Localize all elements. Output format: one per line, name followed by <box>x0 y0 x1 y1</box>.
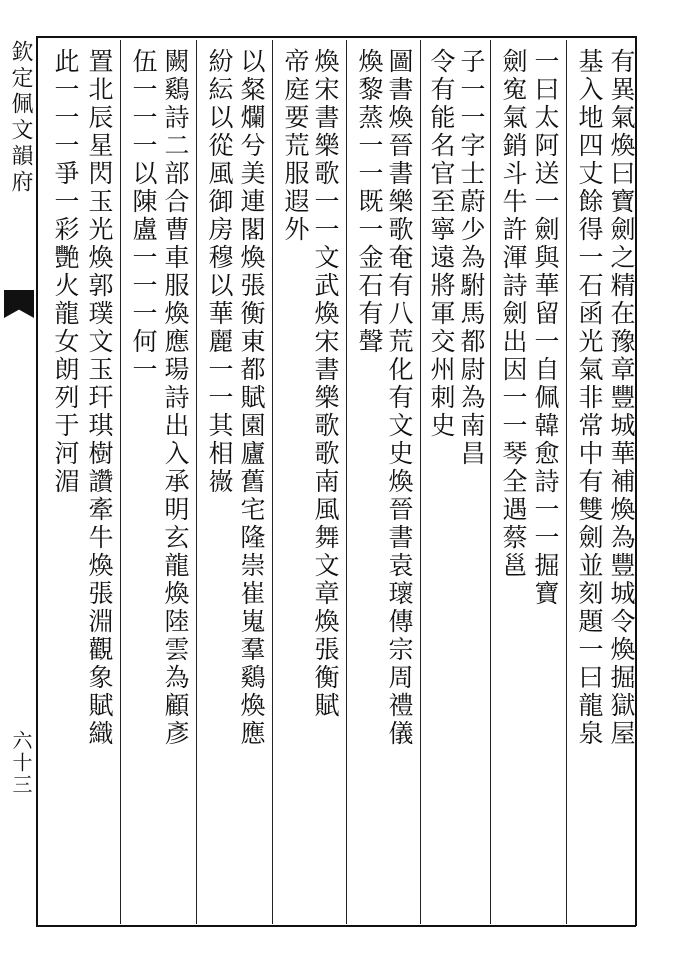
text-column-8: 煥黎蒸一一既一金石有聲 <box>355 48 384 356</box>
column-rule <box>196 40 197 924</box>
text-column-6: 令有能名官至寧遠將軍交州刺史 <box>427 48 456 440</box>
text-column-3: 一曰太阿送一劍與華留一自佩韓愈詩一一掘寶 <box>531 48 560 608</box>
text-column-9: 煥宋書樂歌一一文武煥宋書樂歌歌南風舞文章煥張衡賦 <box>311 48 340 720</box>
text-column-11: 以粲爛兮美連閣煥張衡東都賦園廬舊宅隆崇崔嵬羣鷄煥應 <box>237 48 266 748</box>
text-column-10: 帝庭要荒服遐外 <box>281 48 310 244</box>
column-rule <box>490 40 491 924</box>
book-title: 欽定佩文韻府 <box>8 40 33 196</box>
left-border <box>36 36 38 926</box>
text-column-13: 闕鷄詩二部合曹車服煥應瑒詩出入承明玄龍煥陸雲為顧彥 <box>161 48 190 748</box>
text-column-1: 有異氣煥曰寶劍之精在豫章豐城華補煥為豐城令煥掘獄屋 <box>607 48 636 748</box>
text-column-2: 基入地四丈餘得一石函光氣非常中有雙劍並刻題一曰龍泉 <box>575 48 604 748</box>
text-column-5: 子一一字士蔚少為駙馬都尉為南昌 <box>457 48 486 468</box>
column-rule <box>566 40 567 924</box>
text-column-4: 劍寃氣銷斗牛許渾詩劍出因一一琴全遇蔡邕 <box>499 48 528 580</box>
column-rule <box>120 40 121 924</box>
column-rule <box>272 40 273 924</box>
top-border <box>36 36 636 38</box>
text-column-12: 紛紜以從風御房穆以華麗一一其相嶶 <box>205 48 234 496</box>
page-number: 六十三 <box>9 730 33 796</box>
column-rule <box>346 40 347 924</box>
text-column-15: 置北辰星閃玉光煥郭璞文玉玕琪樹讚牽牛煥張淵觀象賦織 <box>85 48 114 748</box>
column-rule <box>420 40 421 924</box>
text-column-7: 圖書煥晉書樂歌奄有八荒化有文史煥晉書袁瓌傳宗周禮儀 <box>385 48 414 748</box>
text-column-14: 伍一一一以陳盧一一一何一 <box>129 48 158 384</box>
text-column-16: 此一一一爭一彩艷火龍女朗列于河湄 <box>51 48 80 496</box>
